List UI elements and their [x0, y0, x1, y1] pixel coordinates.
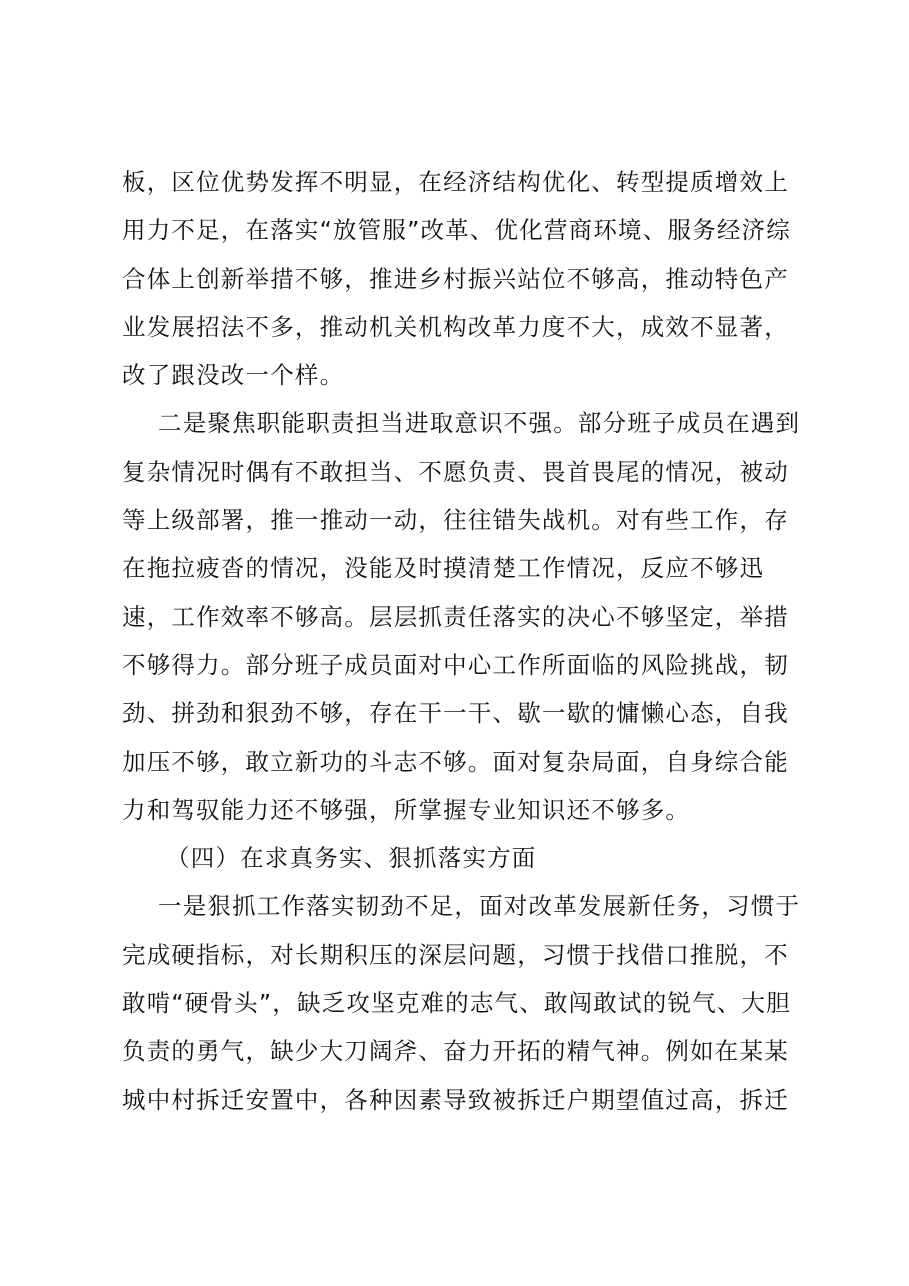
text-line: 业发展招法不多，推动机关机构改革力度不大，成效不显著， — [122, 312, 789, 341]
text-line: 劲、拼劲和狠劲不够，存在干一干、歇一歇的慵懒心态，自我 — [122, 699, 789, 728]
text-line: 城中村拆迁安置中，各种因素导致被拆迁户期望值过高，拆迁 — [122, 1085, 789, 1114]
section-heading: （四）在求真务实、狠抓落实方面 — [166, 844, 537, 873]
text-line: 等上级部署，推一推动一动，往往错失战机。对有些工作，存 — [122, 506, 789, 535]
text-line: 改了跟没改一个样。 — [122, 361, 345, 390]
text-line: 速，工作效率不够高。层层抓责任落实的决心不够坚定，举措 — [122, 602, 789, 631]
text-line: 用力不足，在落实“放管服”改革、优化营商环境、服务经济综 — [122, 216, 791, 245]
text-line: 不够得力。部分班子成员面对中心工作所面临的风险挑战，韧 — [122, 650, 789, 679]
paragraph-start-line: 一是狠抓工作落实韧劲不足，面对改革发展新任务，习惯于 — [158, 892, 801, 921]
document-body — [122, 158, 801, 1124]
paragraph-start-line: 二是聚焦职能职责担当进取意识不强。部分班子成员在遇到 — [158, 409, 801, 438]
text-line: 在拖拉疲沓的情况，没能及时摸清楚工作情况，反应不够迅 — [122, 554, 765, 583]
text-line: 完成硬指标，对长期积压的深层问题，习惯于找借口推脱，不 — [122, 940, 789, 969]
text-line: 板，区位优势发挥不明显，在经济结构优化、转型提质增效上 — [122, 168, 789, 196]
text-line: 加压不够，敢立新功的斗志不够。面对复杂局面，自身综合能 — [122, 747, 789, 776]
text-line: 复杂情况时偶有不敢担当、不愿负责、畏首畏尾的情况，被动 — [122, 457, 789, 486]
text-line: 合体上创新举措不够，推进乡村振兴站位不够高，推动特色产 — [122, 264, 789, 293]
text-line: 力和驾驭能力还不够强，所掌握专业知识还不够多。 — [122, 795, 691, 824]
text-line: 敢啃“硬骨头”，缺乏攻坚克难的志气、敢闯敢试的锐气、大胆 — [122, 989, 791, 1018]
text-line: 负责的勇气，缺少大刀阔斧、奋力开拓的精气神。例如在某某 — [122, 1037, 789, 1066]
